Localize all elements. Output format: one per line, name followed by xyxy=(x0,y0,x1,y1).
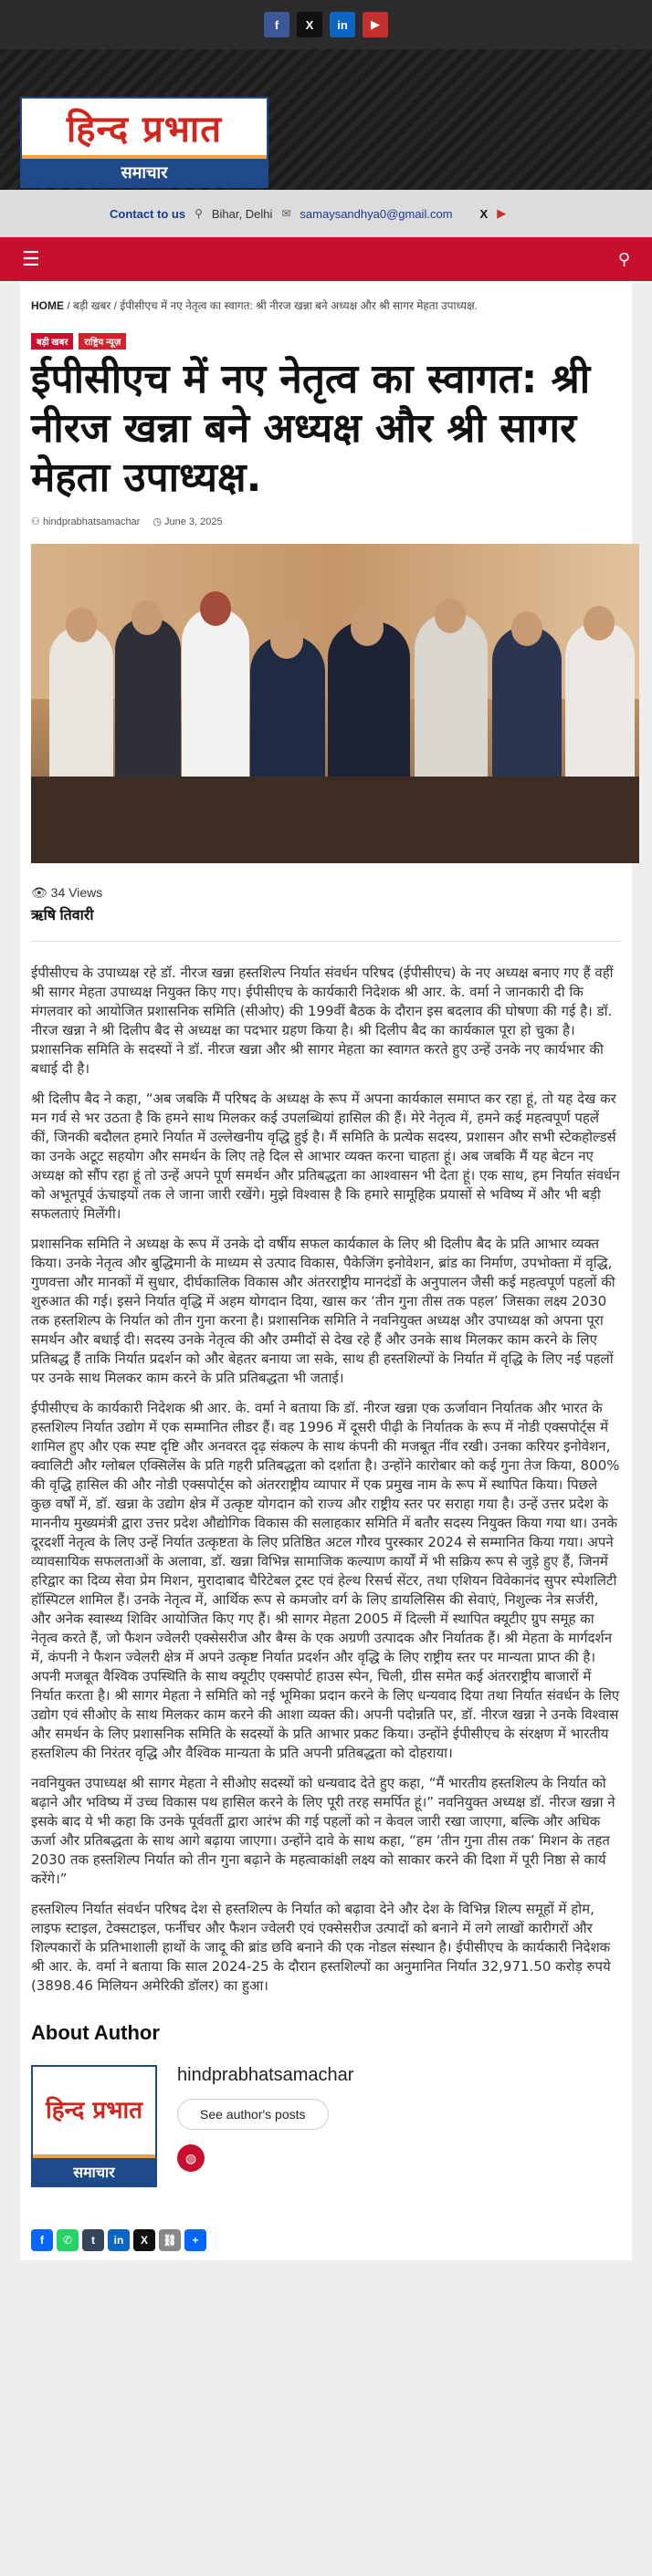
linkedin-icon[interactable]: in xyxy=(330,12,355,37)
location-icon: ⚲ xyxy=(195,207,203,220)
breadcrumb-separator: / xyxy=(113,299,118,312)
website-icon[interactable]: ◍ xyxy=(177,2144,205,2172)
author-avatar[interactable] xyxy=(31,2065,157,2187)
breadcrumb xyxy=(31,281,621,329)
tumblr-icon[interactable]: t xyxy=(82,2229,104,2251)
post-meta xyxy=(31,516,621,527)
post-date: June 3, 2025 xyxy=(164,516,223,527)
paragraph: नवनियुक्त उपाध्यक्ष श्री सागर मेहता ने सीओए सदस्यों को धन्यवाद देते हुए कहा, “मैं भारतीय हस्तशिल्प के निर्यात को बढ़ाने और भविष्य में उच्च विकास पथ हासिल करने के लिए पूरी तरह समर्पित हूं।” नवनियुक्त अध्यक्ष डॉ. नीरज खन्ना ने इसके बाद ये भी कहा कि उनके पूर्ववर्ती द्वारा आरंभ की गई पहलों को न केवल जारी रखा जाएगा, बल्कि और अधिक ऊर्जा और प्रतिबद्धता के साथ आगे बढ़ाया जाएगा। उन्होंने दावे के साथ कहा, “हम ‘तीन गुना तीस तक’ मिशन के तहत 2030 तक हस्तशिल्प निर्यात को तीन गुना बढ़ाने के महत्वाकांक्षी लक्ष्य को साकार करने की दिशा में पूरी निष्ठा से कार्य करेंगे।” xyxy=(31,1775,615,1887)
avatar-title: हिन्द प्रभात xyxy=(45,2097,143,2124)
post-tags xyxy=(31,329,621,349)
contact-label: Contact to us xyxy=(110,206,186,221)
paragraph: प्रशासनिक समिति ने अध्यक्ष के रूप में उनके दो वर्षीय सफल कार्यकाल के लिए श्री दिलीप बैद के प्रति आभार व्यक्त किया। उनके नेतृत्व और बुद्धिमानी के माध्यम से उत्पाद विकास, पैकेजिंग इनोवेशन, ब्रांड का निर्माण, उपभोक्ता में वृद्धि, गुणवत्ता और मानकों में सुधार, दीर्घकालिक विकास और अंतरराष्ट्रीय मानदंडों के अनुपालन जैसी कई महत्वपूर्ण पहलों की शुरुआत की गई। इसने निर्यात वृद्धि में अहम योगदान दिया, खास कर ‘तीन गुना तीस तक पहल’ जिसका लक्ष्य 2030 तक हस्तशिल्प के निर्यात को तीन गुना करना है। प्रशासनिक समिति ने नवनियुक्त अध्यक्ष और उपाध्यक्ष को अपना पूरा समर्थन और बधाई दी। सदस्य उनके नेतृत्व की और उम्मीदों से देख रहे हैं और उनके साथ मिलकर काम करने के लिए प्रतिबद्ध हैं ताकि निर्यात प्रदर्शन को और बेहतर बनाया जा सके, साथ ही हस्तशिल्पों के निर्यात में वृद्धि के लिए नई पहलों पर उनके साथ मिलकर काम करने के प्रति प्रतिबद्धता भी जताई। xyxy=(31,1236,615,1386)
article-container xyxy=(20,281,632,2260)
article-body xyxy=(31,964,621,1996)
clock-icon: ◷ xyxy=(152,516,162,527)
linkedin-icon[interactable]: in xyxy=(108,2229,130,2251)
x-icon[interactable]: X xyxy=(479,206,489,221)
contact-location: Bihar, Delhi xyxy=(211,206,273,221)
breadcrumb-category[interactable]: बड़ी खबर xyxy=(73,299,111,312)
views-label: 34 Views xyxy=(50,885,103,900)
eye-icon: 👁 xyxy=(31,885,47,900)
user-icon: ⚇ xyxy=(31,516,40,527)
share-bar xyxy=(31,2229,621,2251)
paragraph: ईपीसीएच के उपाध्यक्ष रहे डॉ. नीरज खन्ना हस्तशिल्प निर्यात संवर्धन परिषद (ईपीसीएच) के नए अध्यक्ष बनाए गए हैं वहीं श्री सागर मेहता उपाध्यक्ष नियुक्त किए गए। ईपीसीएच के कार्यकारी निदेशक श्री आर. के. वर्मा ने जानकारी दी कि मंगलवार को आयोजित प्रशासनिक समिति (सीओए) की 199वीं बैठक के दौरान इस बदलाव की घोषणा की गई है। डॉ. नीरज खन्ना ने श्री दिलीप बैद से अध्यक्ष का पदभार ग्रहण किया है। श्री दिलीप बैद का कार्यकाल पूरा हो चुका है। प्रशासनिक समिति के सदस्यों ने डॉ. नीरज खन्ना और श्री सागर मेहता का स्वागत करते हुए उन्हें उनके नए कार्यभार की बधाई दी है। xyxy=(31,965,614,1077)
about-author-heading: About Author xyxy=(31,2021,160,2044)
x-icon[interactable]: X xyxy=(297,12,322,37)
youtube-icon[interactable]: ▶ xyxy=(363,12,388,37)
share-plus-icon[interactable]: + xyxy=(184,2229,206,2251)
logo-subtitle: समाचार xyxy=(22,155,267,186)
paragraph: श्री दिलीप बैद ने कहा, “अब जबकि मैं परिषद के अध्यक्ष के रूप में अपना कार्यकाल समाप्त कर रहा हूं, तो यह देख कर मन गर्व से भर उठता है कि हमने साथ मिलकर कई उपलब्धियां हासिल की हैं। मेरे नेतृत्व में, हमने कई महत्वपूर्ण पहलें कीं, जिनकी बदौलत हमारे निर्यात में उल्लेखनीय वृद्धि हुई है। मैं समिति के प्रत्येक सदस्य, प्रशासन और सभी स्टेकहोल्डर्स का उनके अटूट सहयोग और समर्थन के लिए तहे दिल से आभार व्यक्त करना चाहता हूं। अब जबकि मैं यह बेटन नए अध्यक्ष को सौंप रहा हूं तो उन्हें अपने पूर्ण समर्थन और प्रतिबद्धता का आश्वासन भी देता हूं। एक साथ, हम निर्यात संवर्धन को अभूतपूर्व ऊंचाइयों तक ले जाना जारी रखेंगे। मुझे विश्वास है कि हमारे सामूहिक प्रयासों से भविष्य में और भी बड़ी सफलताएं मिलेंगी। xyxy=(31,1090,620,1222)
facebook-icon[interactable]: f xyxy=(264,12,289,37)
top-social-bar xyxy=(0,0,652,49)
breadcrumb-current: ईपीसीएच में नए नेतृत्व का स्वागत: श्री नीरज खन्ना बने अध्यक्ष और श्री सागर मेहता उपाध्यक्ष. xyxy=(120,299,478,312)
masthead xyxy=(0,49,652,190)
main-navbar xyxy=(0,237,652,281)
see-author-posts-button[interactable]: See author's posts xyxy=(177,2099,329,2130)
copy-link-icon[interactable]: ⛓ xyxy=(159,2229,181,2251)
paragraph: ईपीसीएच के कार्यकारी निदेशक श्री आर. के. वर्मा ने बताया कि डॉ. नीरज खन्ना एक ऊर्जावान निर्यातक और भारत के हस्तशिल्प निर्यात उद्योग में एक सम्मानित लीडर हैं। वह 1996 में दूसरी पीढ़ी के निर्यातक के रूप में नोडी एक्सपोर्ट्स में शामिल हुए और एक स्पष्ट दृष्टि और अनवरत दृढ़ संकल्प के साथ कंपनी की मजबूत नींव रखी। उनका करियर इनोवेशन, क्वालिटी और ग्लोबल एक्सिलेंस के प्रति गहरी प्रतिबद्धता को दर्शाता है। उन्होंने कारोबार को कई गुना तेज किया, 800% की वृद्धि हासिल की और नोडी एक्सपोर्ट्स को अंतरराष्ट्रीय व्यापार में एक प्रमुख नाम के रूप में स्थापित किया। पिछले कुछ वर्षों में, डॉ. खन्ना के उद्योग क्षेत्र में उत्कृष्ट योगदान को राज्य और राष्ट्रीय स्तर पर सराहा गया है। उन्हें उत्तर प्रदेश के माननीय मुख्यमंत्री द्वारा उत्तर प्रदेश औद्योगिक विकास की सलाहकार समिति में बतौर सदस्य नियुक्त किया गया था। उनके दूरदर्शी नेतृत्व के लिए उन्हें निर्यात उत्कृष्टता के लिए प्रतिष्ठित अटल गौरव पुरस्कार 2024 से सम्मानित किया गया। अपने व्यावसायिक सफलताओं के अलावा, डॉ. खन्ना विभिन्न सामाजिक कल्याण कार्यों में भी सक्रिय रूप से जुड़े हुए हैं, जिनमें हरिद्वार का दिव्य सेवा प्रेम मिशन, मुरादाबाद चैरिटेबल ट्रस्ट एवं हेल्थ रिसर्च सेंटर, तथा एशियन विवेकानंद सुपर स्पेशलिटी हॉस्पिटल शामिल हैं। उनके नेतृत्व में, आर्थिक रूप से कमजोर वर्ग के लिए डायलिसिस की सेवाएं, निशुल्क नेत्र सर्जरी, और अनेक स्वास्थ्य शिविर आयोजित किए गए हैं। श्री सागर मेहता 2005 में दिल्ली में स्थापित क्यूटीए ग्रुप समूह का नेतृत्व करते हैं, जो फैशन ज्वेलरी एक्सेसरीज और बैग्स के एक अग्रणी उत्पादक और निर्यातक हैं। श्री मेहता के मार्गदर्शन में, कंपनी ने फैशन ज्वेलरी क्षेत्र में अपने उत्कृष्ट निर्यात प्रदर्शन और वृद्धि के लिए राष्ट्रीय स्तर पर मान्यता प्राप्त की है। अपनी मजबूत वैश्विक उपस्थिति के साथ क्यूटीए एक्सपोर्ट हाउस स्पेन, चिली, ग्रीस समेत कई अंतरराष्ट्रीय बाजारों में निर्यात करता है। श्री सागर मेहता ने समिति को नई भूमिका प्रदान करने के लिए धन्यवाद दिया तथा निर्यात संवर्धन के लिए उद्योग एवं सीओए के साथ मिलकर काम करने की आशा व्यक्त की। अपनी पदोन्नति पर, डॉ. नीरज खन्ना ने उनके विश्वास और समर्थन के लिए प्रशासनिक समिति के सदस्यों के प्रति आभार प्रकट किया। उन्होंने ईपीसीएच के संरक्षण में भारतीय हस्तशिल्प की निरंतर वृद्धि और वैश्विक मान्यता के प्रति अपनी प्रतिबद्धता को दोहराया। xyxy=(31,1400,620,1761)
breadcrumb-separator: / xyxy=(67,299,70,312)
logo-title: हिन्द प्रभात xyxy=(22,99,267,155)
contact-email[interactable]: samaysandhya0@gmail.com xyxy=(300,206,453,221)
contact-bar xyxy=(0,190,652,237)
tag-big-news[interactable]: बड़ी खबर xyxy=(31,333,73,349)
paragraph: हस्तशिल्प निर्यात संवर्धन परिषद देश से हस्तशिल्प के निर्यात को बढ़ावा देने और देश के विभिन्न शिल्प समूहों में होम, लाइफ स्टाइल, टेक्सटाइल, फर्नीचर और फैशन ज्वेलरी एवं एक्सेसरीज उत्पादों को बनाने में लगे लाखों कारीगरों और शिल्पकारों के प्रतिभाशाली हाथों के जादू की ब्रांड छवि बनाने की एक नोडल संस्थान है। ईपीसीएच के कार्यकारी निदेशक श्री आर. के. वर्मा ने बताया कि साल 2024-25 के दौरान हस्तशिल्पों का अनुमानित निर्यात 32,971.50 करोड़ रुपये (3898.46 मिलियन अमेरिकी डॉलर) का हुआ। xyxy=(31,1901,611,1994)
post-title: ईपीसीएच में नए नेतृत्व का स्वागत: श्री नीरज खन्ना बने अध्यक्ष और श्री सागर मेहता उपाध्यक्ष. xyxy=(31,356,591,501)
facebook-icon[interactable]: f xyxy=(31,2229,53,2251)
site-logo[interactable] xyxy=(20,97,268,188)
avatar-subtitle: समाचार xyxy=(33,2154,155,2185)
about-author-box xyxy=(31,2065,621,2187)
youtube-icon[interactable]: ▶ xyxy=(497,206,507,220)
about-author-name[interactable]: hindprabhatsamachar xyxy=(177,2065,354,2085)
mail-icon: ✉ xyxy=(281,207,291,220)
breadcrumb-home[interactable]: HOME xyxy=(31,299,64,312)
x-icon[interactable]: X xyxy=(133,2229,155,2251)
view-count xyxy=(31,885,621,901)
byline: ऋषि तिवारी xyxy=(31,904,621,942)
featured-image xyxy=(31,544,639,863)
search-icon[interactable]: ⚲ xyxy=(617,249,630,268)
tag-national-news[interactable]: राष्ट्रिय न्यूज़ xyxy=(79,333,126,349)
post-author[interactable]: hindprabhatsamachar xyxy=(42,516,141,527)
whatsapp-icon[interactable]: ✆ xyxy=(57,2229,79,2251)
hamburger-menu-icon[interactable]: ☰ xyxy=(22,247,40,270)
